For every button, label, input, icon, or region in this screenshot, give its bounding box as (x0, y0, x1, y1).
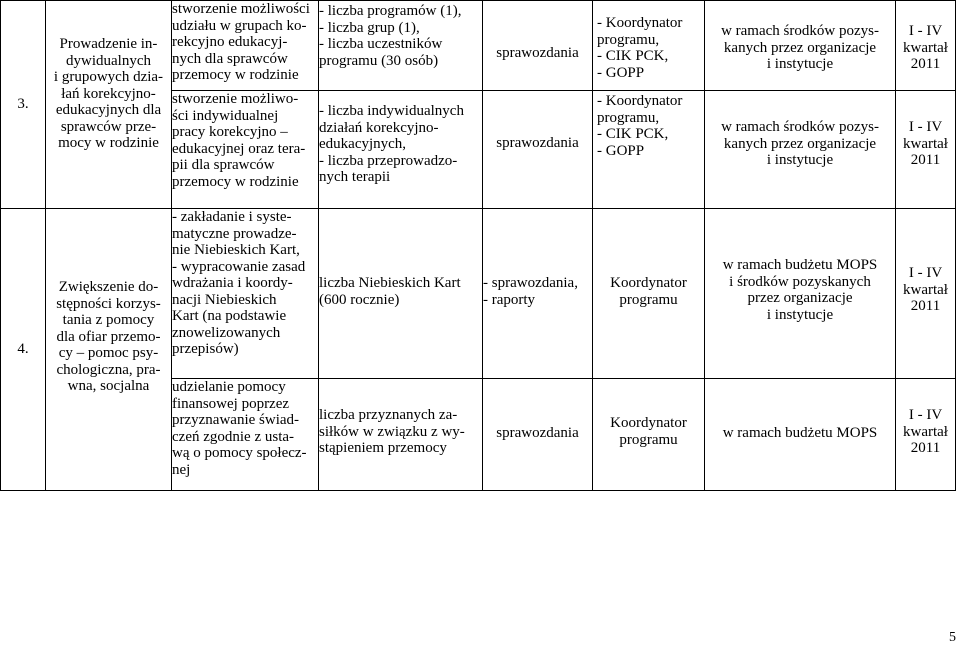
task-cell (172, 1, 319, 91)
task-cell (172, 379, 319, 491)
task-text: stworzenie możliwości udziału w grupach ko- rekcyjno edukacyj- nych dla sprawców przemocy w rodzinie (172, 1, 310, 83)
funding-text: w ramach budżetu MOPS i środków pozyskanych przez organizacje i instytucje (722, 257, 878, 323)
task-text: - zakładanie i syste- matyczne prowadze- nie Niebieskich Kart, - wypracowanie zasad wdrażania i koordy- nacji Niebieskich Kart (na podstawie znowelizowanych przepisów) (172, 209, 306, 357)
row-number: 3. (17, 96, 29, 113)
indicator-text: - liczba indywidualnych działań korekcyjno- edukacyjnych, - liczba przeprowadzo- nych terapii (319, 103, 464, 185)
responsible-cell (593, 379, 705, 491)
source-cell (483, 1, 593, 91)
goal-cell (46, 1, 172, 209)
indicator-cell (319, 209, 483, 379)
source-text: sprawozdania (496, 45, 579, 61)
source-text: - sprawozdania, - raporty (483, 275, 578, 308)
responsible-text: Koordynator programu (610, 415, 687, 448)
funding-cell (705, 209, 896, 379)
indicator-text: - liczba programów (1), - liczba grup (1), - liczba uczestników programu (30 osób) (319, 3, 462, 69)
task-cell (172, 209, 319, 379)
funding-cell (705, 1, 896, 91)
indicator-text: liczba przyznanych za- siłków w związku z wy- stąpieniem przemocy (319, 407, 465, 456)
period-cell (896, 91, 956, 209)
indicator-cell (319, 91, 483, 209)
responsible-cell (593, 209, 705, 379)
period-text: I - IV kwartał 2011 (903, 119, 948, 168)
responsible-cell (593, 1, 705, 91)
goal-cell (46, 209, 172, 491)
task-text: stworzenie możliwo- ści indywidualnej pracy korekcyjno – edukacyjnej oraz tera- pii dla sprawców przemocy w rodzinie (172, 91, 306, 190)
funding-cell (705, 91, 896, 209)
period-text: I - IV kwartał 2011 (903, 407, 948, 456)
row-number-cell (1, 1, 46, 209)
responsible-text: Koordynator programu (610, 275, 687, 308)
source-cell (483, 209, 593, 379)
table-row (1, 1, 956, 91)
task-cell (172, 91, 319, 209)
period-cell (896, 379, 956, 491)
indicator-text: liczba Niebieskich Kart (600 rocznie) (319, 275, 461, 308)
responsible-cell (593, 91, 705, 209)
source-cell (483, 379, 593, 491)
period-cell (896, 1, 956, 91)
funding-cell (705, 379, 896, 491)
responsible-text: - Koordynator programu, - CIK PCK, - GOPP (597, 15, 683, 81)
task-text: udzielanie pomocy finansowej poprzez przyznawanie świad- czeń zgodnie z usta- wą o pomocy społecz- nej (172, 379, 307, 478)
page-number: 5 (949, 630, 956, 645)
funding-text: w ramach budżetu MOPS (722, 425, 878, 441)
row-number: 4. (17, 341, 29, 357)
goal-text: Prowadzenie in- dywidualnych i grupowych dzia- łań korekcyjno- edukacyjnych dla sprawców prze- mocy w rodzinie (53, 36, 164, 151)
source-text: sprawozdania (496, 425, 579, 441)
funding-text: w ramach środków pozys- kanych przez organizacje i instytucje (721, 23, 879, 72)
funding-text: w ramach środków pozys- kanych przez organizacje i instytucje (721, 119, 879, 168)
indicator-cell (319, 1, 483, 91)
indicator-cell (319, 379, 483, 491)
period-text: I - IV kwartał 2011 (903, 23, 948, 72)
responsible-text: - Koordynator programu, - CIK PCK, - GOPP (597, 93, 683, 159)
source-text: sprawozdania (496, 135, 579, 151)
table-row (1, 209, 956, 379)
source-cell (483, 91, 593, 209)
period-text: I - IV kwartał 2011 (903, 265, 948, 314)
row-number-cell (1, 209, 46, 491)
period-cell (896, 209, 956, 379)
goal-text: Zwiększenie do- stępności korzys- tania z pomocy dla ofiar przemo- cy – pomoc psy- chologiczna, pra- wna, socjalna (56, 279, 161, 394)
